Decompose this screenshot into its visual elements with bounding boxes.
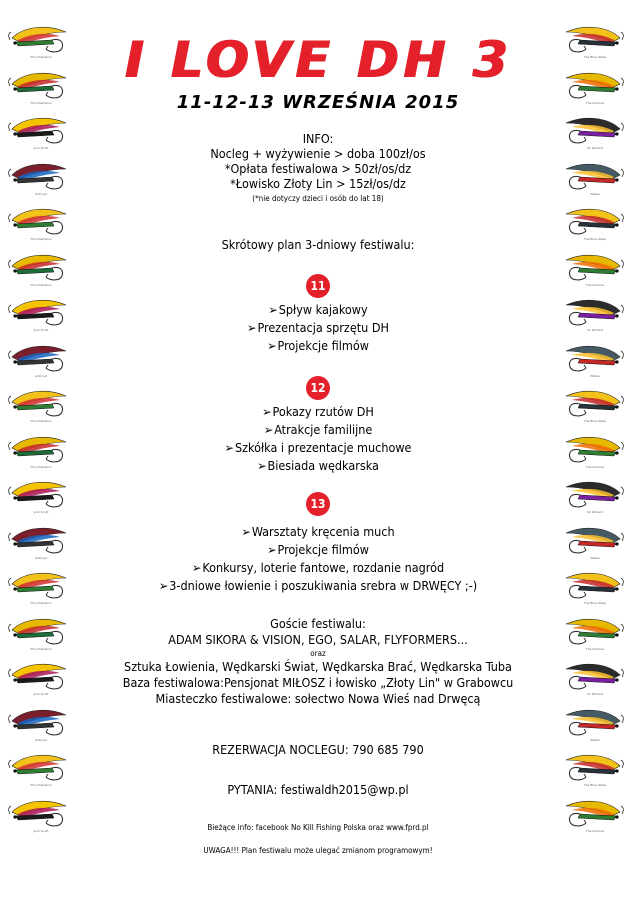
bullet-arrow-icon: ➢ [262,404,272,419]
info-line: Nocleg + wyżywienie > doba 100zł/os [210,146,426,161]
fly-caption: Wilkes [590,191,600,196]
fly-illustration [6,521,76,567]
fly-illustration [6,748,76,794]
salmon-fly-icon [6,523,72,557]
plan-item [80,404,556,420]
fly-caption: The Blue Wasp [583,237,607,241]
fly-caption: The Dickens [585,282,605,287]
plan-item-label: 3-dniowe łowienie i poszukiwania srebra w DRWĘCY ;-) [169,578,478,593]
salmon-fly-icon [560,705,626,739]
bullet-arrow-icon: ➢ [224,440,234,455]
salmon-fly-icon [6,386,72,420]
plan-item [80,524,556,540]
plan-heading: Skrótowy plan 3-dniowy festiwalu: [221,237,415,252]
plan-item [80,578,556,594]
salmon-fly-icon [6,68,72,102]
fly-illustration [560,612,630,658]
fly-illustration [6,430,76,476]
fly-caption: Jock Scott [33,328,49,332]
bullet-arrow-icon: ➢ [267,338,277,353]
fly-illustration [560,566,630,612]
fly-column-right [560,20,630,839]
fly-caption: Jock Scott [33,692,49,696]
fly-illustration [6,157,76,203]
plan-item-label: Szkółka i prezentacje muchowe [234,440,412,455]
fly-illustration [6,248,76,294]
fly-caption: Wilkes [590,555,600,560]
guests-names: ADAM SIKORA & VISION, EGO, SALAR, FLYFORMERS... [168,632,468,647]
fly-caption: The Champion [30,464,52,469]
salmon-fly-icon [560,386,626,420]
guests-media: Sztuka Łowienia, Wędkarski Świat, Wędkarska Brać, Wędkarska Tuba [124,659,512,674]
updates-line: Bieżące info: facebook No Kill Fishing Polska oraz www.fprd.pl [207,823,429,832]
salmon-fly-icon [6,659,72,693]
poster-title: I LOVE DH 3 [124,31,512,89]
bullet-arrow-icon: ➢ [268,302,278,317]
fly-illustration [6,612,76,658]
salmon-fly-icon [6,204,72,238]
fly-caption: Sir Richard [586,692,604,696]
fly-caption: The Champion [30,601,52,605]
fly-illustration [6,566,76,612]
fly-illustration [560,202,630,248]
warning-line: UWAGA!!! Plan festiwalu może ulegać zmianom programowym! [203,846,433,855]
plan-item-label: Pokazy rzutów DH [272,404,374,419]
fly-illustration [560,20,630,66]
fly-illustration [560,703,630,749]
fly-illustration [560,248,630,294]
fly-caption: The Champion [30,237,52,241]
bullet-arrow-icon: ➢ [191,560,202,575]
salmon-fly-icon [560,204,626,238]
fly-illustration [560,111,630,157]
fly-caption: Ackroyd [34,191,48,196]
fly-caption: Jock Scott [33,828,49,833]
fly-illustration [6,703,76,749]
fly-caption: Ackroyd [34,737,48,742]
plan-item-label: Atrakcje familijne [274,422,373,437]
salmon-fly-icon [560,432,626,466]
fly-illustration [6,794,76,840]
guests-heading: Goście festiwalu: [270,616,366,631]
day-badge: 13 [306,492,330,516]
fly-caption: The Champion [30,100,52,105]
fly-illustration [560,157,630,203]
poster-date: 11-12-13 WRZEŚNIA 2015 [176,92,460,113]
fly-illustration [6,475,76,521]
plan-item [80,320,556,336]
fly-caption: Sir Richard [586,328,604,332]
plan-item-label: Projekcje filmów [277,338,369,353]
bullet-arrow-icon: ➢ [257,458,267,473]
fly-caption: The Blue Wasp [583,419,607,423]
plan-item-label: Biesiada wędkarska [267,458,379,473]
salmon-fly-icon [6,159,72,193]
plan-item-label: Projekcje filmów [277,542,369,557]
fly-caption: Ackroyd [34,555,48,560]
salmon-fly-icon [560,159,626,193]
fly-caption: The Blue Wasp [583,55,607,59]
fly-column-left [6,20,76,839]
festival-base: Baza festiwalowa:Pensjonat MIŁOSZ i łowisko „Złoty Lin" w Grabowcu [122,675,514,690]
info-line: *Opłata festiwalowa > 50zł/os/dz [224,161,412,176]
festival-village: Miasteczko festiwalowe: sołectwo Nowa Wieś nad Drwęcą [155,691,481,706]
salmon-fly-icon [560,477,626,511]
salmon-fly-icon [560,523,626,557]
fly-caption: Jock Scott [33,146,49,150]
fly-illustration [560,430,630,476]
fly-illustration [6,111,76,157]
salmon-fly-icon [6,705,72,739]
reservation-line: REZERWACJA NOCLEGU: 790 685 790 [212,742,424,757]
fly-caption: Wilkes [590,373,600,378]
fly-illustration [560,794,630,840]
fly-caption: The Champion [30,783,52,787]
fly-caption: The Blue Wasp [583,783,607,787]
plan-item [80,338,556,354]
salmon-fly-icon [560,250,626,284]
bullet-arrow-icon: ➢ [263,422,274,437]
salmon-fly-icon [560,614,626,648]
salmon-fly-icon [560,750,626,784]
fly-caption: The Dickens [585,100,605,105]
fly-caption: Ackroyd [34,373,48,378]
fly-caption: Jock Scott [33,510,49,514]
fly-caption: The Champion [30,419,52,423]
bullet-arrow-icon: ➢ [247,320,257,335]
salmon-fly-icon [560,68,626,102]
questions-line: PYTANIA: festiwaldh2015@wp.pl [227,782,409,797]
info-heading: INFO: [302,131,334,146]
salmon-fly-icon [6,341,72,375]
salmon-fly-icon [6,295,72,329]
salmon-fly-icon [6,750,72,784]
salmon-fly-icon [6,568,72,602]
fly-illustration [6,339,76,385]
fly-illustration [560,293,630,339]
info-line: *Łowisko Złoty Lin > 15zł/os/dz [230,176,406,191]
salmon-fly-icon [6,22,72,56]
fly-illustration [6,202,76,248]
salmon-fly-icon [560,796,626,830]
salmon-fly-icon [6,796,72,830]
salmon-fly-icon [560,113,626,147]
day-badge: 12 [306,376,330,400]
fly-caption: The Blue Wasp [583,601,607,605]
salmon-fly-icon [560,22,626,56]
salmon-fly-icon [560,341,626,375]
bullet-arrow-icon: ➢ [158,578,169,593]
salmon-fly-icon [560,295,626,329]
fly-caption: The Dickens [585,828,605,833]
fly-illustration [560,475,630,521]
fly-illustration [6,20,76,66]
fly-illustration [560,384,630,430]
fly-illustration [6,384,76,430]
fly-illustration [560,66,630,112]
fly-illustration [6,293,76,339]
plan-item [80,560,556,576]
plan-item-label: Warsztaty kręcenia much [251,524,395,539]
salmon-fly-icon [560,659,626,693]
fly-caption: The Dickens [585,464,605,469]
fly-illustration [560,521,630,567]
fly-illustration [560,748,630,794]
salmon-fly-icon [6,432,72,466]
plan-item [80,458,556,474]
info-note: (*nie dotyczy dzieci i osób do lat 18) [252,194,384,203]
bullet-arrow-icon: ➢ [241,524,251,539]
fly-caption: The Champion [30,646,52,651]
fly-caption: The Champion [30,282,52,287]
fly-caption: Sir Richard [586,510,604,514]
salmon-fly-icon [6,250,72,284]
fly-illustration [6,657,76,703]
plan-item-label: Prezentacja sprzętu DH [257,320,389,335]
plan-item [80,440,556,456]
salmon-fly-icon [560,568,626,602]
fly-caption: The Champion [30,55,52,59]
plan-item-label: Spływ kajakowy [278,302,368,317]
fly-caption: The Dickens [585,646,605,651]
salmon-fly-icon [6,113,72,147]
fly-illustration [6,66,76,112]
guests-oraz: oraz [310,649,326,658]
fly-caption: Wilkes [590,737,600,742]
bullet-arrow-icon: ➢ [267,542,277,557]
plan-item-label: Konkursy, loterie fantowe, rozdanie nagród [202,560,445,575]
salmon-fly-icon [6,614,72,648]
fly-caption: Sir Richard [586,146,604,150]
fly-illustration [560,339,630,385]
plan-item [80,302,556,318]
salmon-fly-icon [6,477,72,511]
plan-item [80,422,556,438]
day-badge: 11 [306,274,330,298]
fly-illustration [560,657,630,703]
plan-item [80,542,556,558]
